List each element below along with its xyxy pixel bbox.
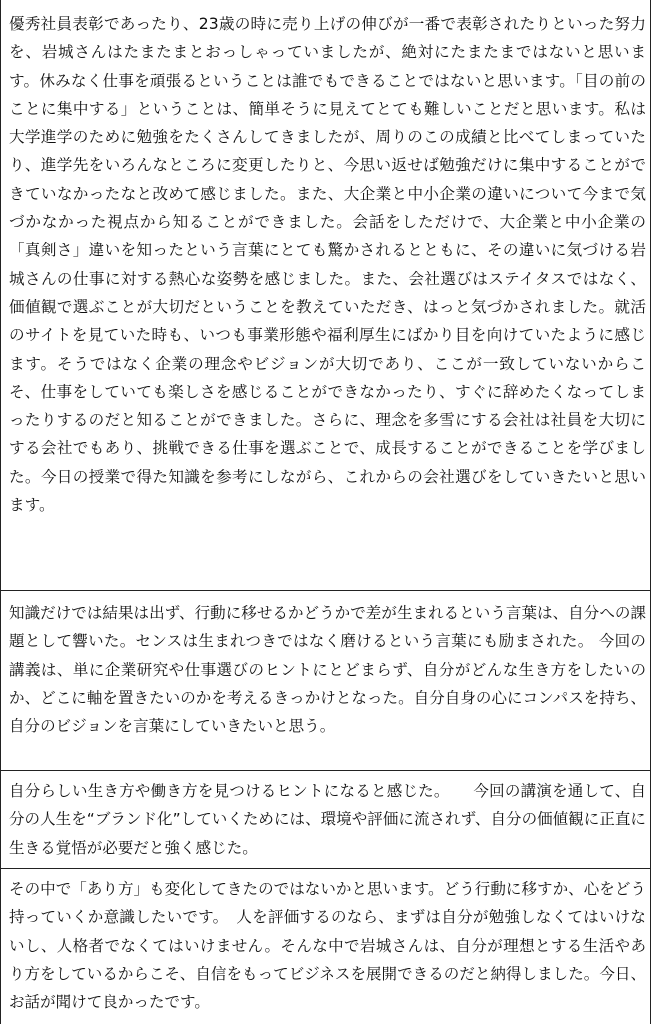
comment-cell [0,770,651,868]
comment-cell [0,868,651,1024]
comment-text: 知識だけでは結果は出ず、行動に移せるかどうかで差が生まれるという言葉は、自分への課題として響いた。センスは生まれつきではなく磨けるという言葉にも励まされた。 今回の講義は、単に企業研究や仕事選びのヒントにとどまらず、自分がどんな生き方をしたいのか、どこに軸を置きたいのかを考えるきっかけとなった。自分自身の心にコンパスを持ち、自分のビジョンを言葉にしていきたいと思う。 [9,604,647,736]
comment-cell [0,590,651,770]
comment-text: 優秀社員表彰であったり、23歳の時に売り上げの伸びが一番で表彰されたりといった努力を、岩城さんはたまたまとおっしゃっていましたが、絶対にたまたまではないと思います。休みなく仕事を頑張るということは誰でもできることではないと思います。「目の前のことに集中する」ということは、簡単そうに見えてとても難しいことだと思います。私は大学進学のために勉強をたくさんしてきましたが、周りのこの成績と比べてしまっていたり、進学先をいろんなところに変更したりと、今思い返せば勉強だけに集中することができていなかったなと改めて感じました。また、大企業と中小企業の違いについて今まで気づかなかった視点から知ることができました。会話をしただけで、大企業と中小企業の「真剣さ」違いを知ったという言葉にとても驚かされるとともに、その違いに気づける岩城さんの仕事に対する熱心な姿勢を感じました。また、会社選びはステイタスではなく、価値観で選ぶことが大切だということを教えていただき、はっと気づかされました。就活のサイトを見ていた時も、いつも事業形態や福利厚生にばかり目を向けていたように感じます。そうではなく企業の理念やビジョンが大切であり、ここが一致していないからこそ、仕事をしていても楽しさを感じることができなかったり、すぐに辞めたくなってしまったりするのだと知ることができました。さらに、理念を多雪にする会社は社員を大切にする会社でもあり、挑戦できる仕事を選ぶことで、成長することができることを学びました。今日の授業で得た知識を参考にしながら、これからの会社選びをしていきたいと思います。 [9,15,646,515]
comment-text: 自分らしい生き方や働き方を見つけるヒントになると感じた。 今回の講演を通して、自分の人生を“ブランド化”していくためには、環境や評価に流されず、自分の価値観に正直に生きる覚悟が必要だと強く感じた。 [9,782,646,857]
comment-text: その中で「あり方」も変化してきたのではないかと思います。どう行動に移すか、心をどう持っていくか意識したいです。 人を評価するのなら、まずは自分が勉強しなくてはいけないし、人格者でなくてはいけません。そんな中で岩城さんは、自分が理想とする生活やあり方をしているからこそ、自信をもってビジネスを展開できるのだと納得しました。今日、お話が聞けて良かったです。 [9,880,646,1012]
